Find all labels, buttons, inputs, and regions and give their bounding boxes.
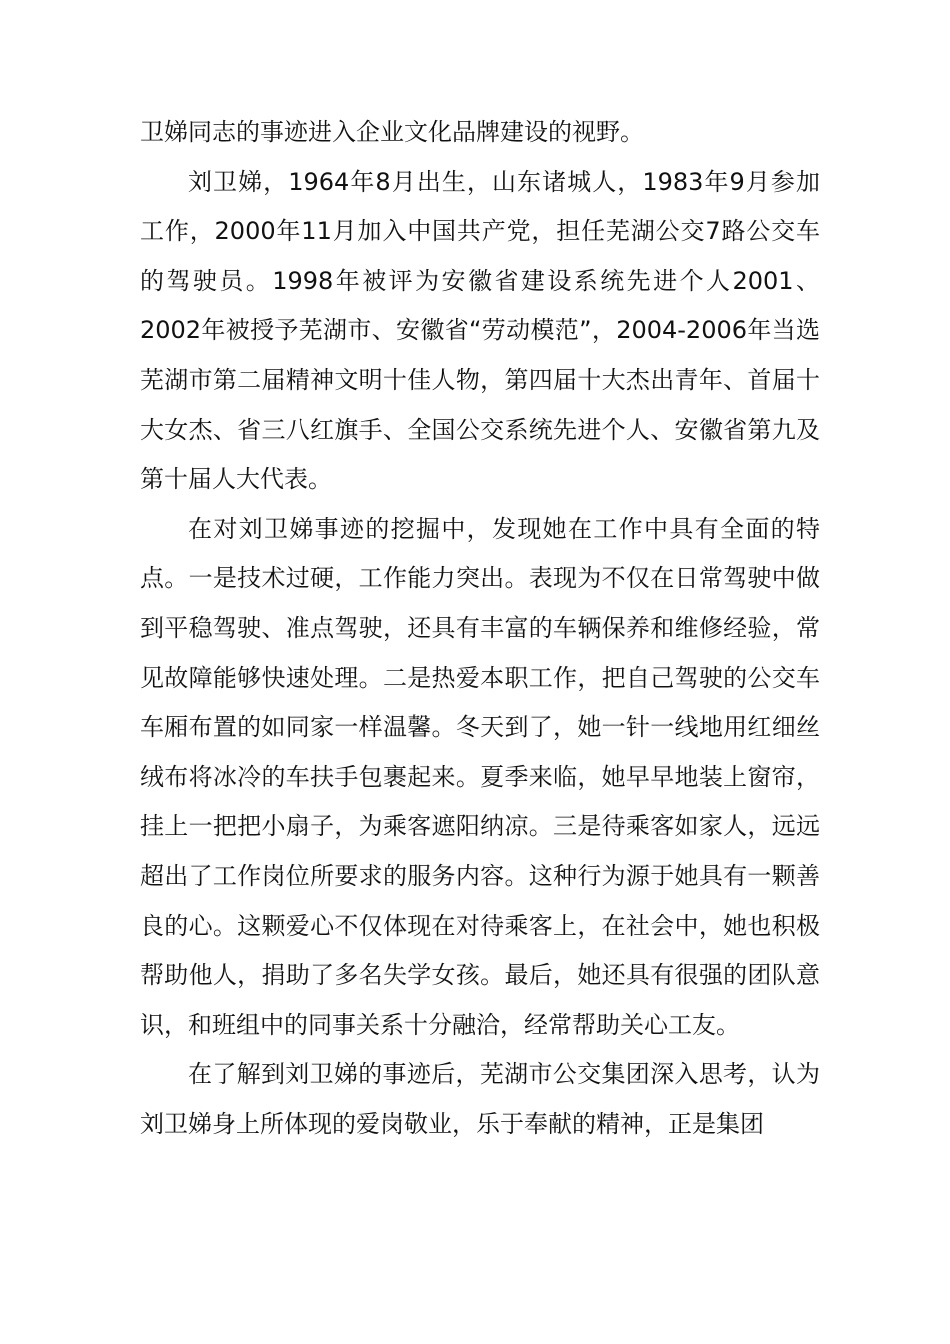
paragraph-characteristics: 在对刘卫娣事迹的挖掘中，发现她在工作中具有全面的特点。一是技术过硬，工作能力突出。表现为不仅在日常驾驶中做到平稳驾驶、准点驾驶，还具有丰富的车辆保养和维修经验，常见故障能够快速处理。二是热爱本职工作，把自己驾驶的公交车车厢布置的如同家一样温馨。冬天到了，她一针一线地用红细丝绒布将冰冷的车扶手包裹起来。夏季来临，她早早地装上窗帘，挂上一把把小扇子，为乘客遮阳纳凉。三是待乘客如家人，远远超出了工作岗位所要求的服务内容。这种行为源于她具有一颗善良的心。这颗爱心不仅体现在对待乘客上，在社会中，她也积极帮助他人，捐助了多名失学女孩。最后，她还具有很强的团队意识，和班组中的同事关系十分融洽，经常帮助关心工友。: [140, 514, 820, 1039]
paragraph-continuation: 卫娣同志的事迹进入企业文化品牌建设的视野。: [140, 118, 644, 146]
paragraph-group-reflection: 在了解到刘卫娣的事迹后，芜湖市公交集团深入思考，认为刘卫娣身上所体现的爱岗敬业，乐于奉献的精神，正是集团: [140, 1060, 820, 1138]
paragraph-biography: 刘卫娣，1964年8月出生，山东诸城人，1983年9月参加工作，2000年11月加入中国共产党，担任芜湖公交7路公交车的驾驶员。1998年被评为安徽省建设系统先进个人2001、2002年被授予芜湖市、安徽省“劳动模范”，2004-2006年当选芜湖市第二届精神文明十佳人物，第四届十大杰出青年、首届十大女杰、省三八红旗手、全国公交系统先进个人、安徽省第九及第十届人大代表。: [140, 167, 820, 494]
body-text: [140, 108, 820, 1149]
